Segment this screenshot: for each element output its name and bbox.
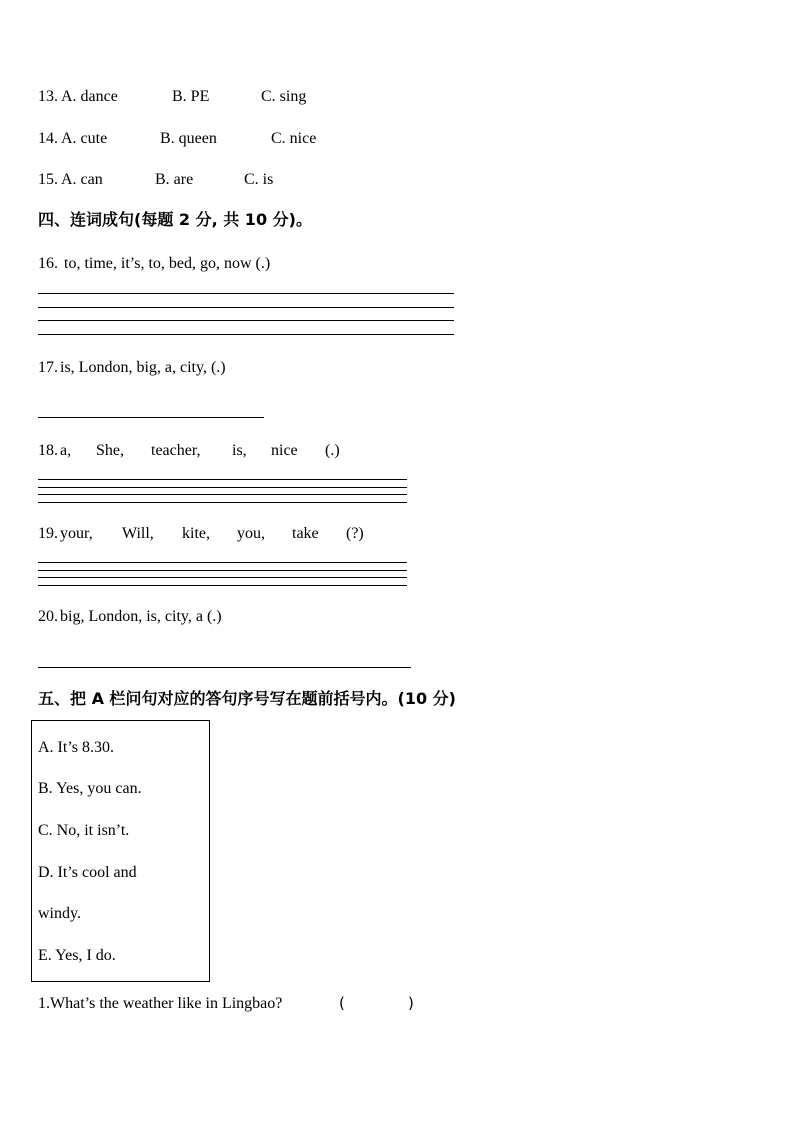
q17-words: is, London, big, a, city, (.) [60,359,226,376]
q14-option-c: C. nice [271,130,317,147]
option-d-continued: windy. [38,905,81,922]
q20-answer-line [38,667,411,668]
q13-option-b: B. PE [172,88,210,105]
q1-answer-paren-close: ) [408,994,414,1012]
q18-answer-line-1 [38,479,407,480]
q19-word: take [292,525,319,542]
q19-answer-line-4 [38,585,407,586]
q13-number: 13. [38,88,58,105]
section-4-heading: 四、连词成句(每题 2 分, 共 10 分)。 [38,210,312,229]
option-e: E. Yes, I do. [38,947,116,964]
q15-option-c: C. is [244,171,274,188]
q17-answer-line [38,417,264,418]
q20-number: 20. [38,608,58,625]
q18-word: She, [96,442,124,459]
q16-answer-line-3 [38,320,454,321]
option-c: C. No, it isn’t. [38,822,130,839]
option-d: D. It’s cool and [38,864,137,881]
q16-words: to, time, it’s, to, bed, go, now (.) [64,255,271,272]
q20-words: big, London, is, city, a (.) [60,608,222,625]
section-5-heading: 五、把 A 栏问句对应的答句序号写在题前括号内。(10 分) [38,689,456,708]
q17-number: 17. [38,359,58,376]
q18-word: nice [271,442,298,459]
q16-number: 16. [38,255,58,272]
q18-answer-line-2 [38,487,407,488]
q19-word: (?) [346,525,364,542]
q1-answer-paren-open[interactable]: ( [339,994,345,1012]
q16-answer-line-2 [38,307,454,308]
q19-word: you, [237,525,265,542]
q15-number: 15. [38,171,58,188]
q14-option-a: A. cute [61,130,108,147]
option-b: B. Yes, you can. [38,780,142,797]
q18-number: 18. [38,442,58,459]
q18-word: is, [232,442,247,459]
q19-word: your, [60,525,93,542]
q18-answer-line-4 [38,502,407,503]
q13-option-c: C. sing [261,88,307,105]
q19-word: Will, [122,525,154,542]
q16-answer-line-4 [38,334,454,335]
q19-answer-line-1 [38,562,407,563]
option-a: A. It’s 8.30. [38,739,114,756]
q18-word: (.) [325,442,340,459]
q19-answer-line-3 [38,577,407,578]
q18-answer-line-3 [38,494,407,495]
q16-answer-line-1 [38,293,454,294]
q19-number: 19. [38,525,58,542]
q18-word: teacher, [151,442,201,459]
answer-options-box [31,720,210,982]
q18-word: a, [60,442,72,459]
q1-question: 1.What’s the weather like in Lingbao? [38,995,283,1012]
q19-word: kite, [182,525,210,542]
q14-number: 14. [38,130,58,147]
q15-option-b: B. are [155,171,194,188]
q19-answer-line-2 [38,570,407,571]
q15-option-a: A. can [61,171,103,188]
q14-option-b: B. queen [160,130,217,147]
q13-option-a: A. dance [61,88,118,105]
